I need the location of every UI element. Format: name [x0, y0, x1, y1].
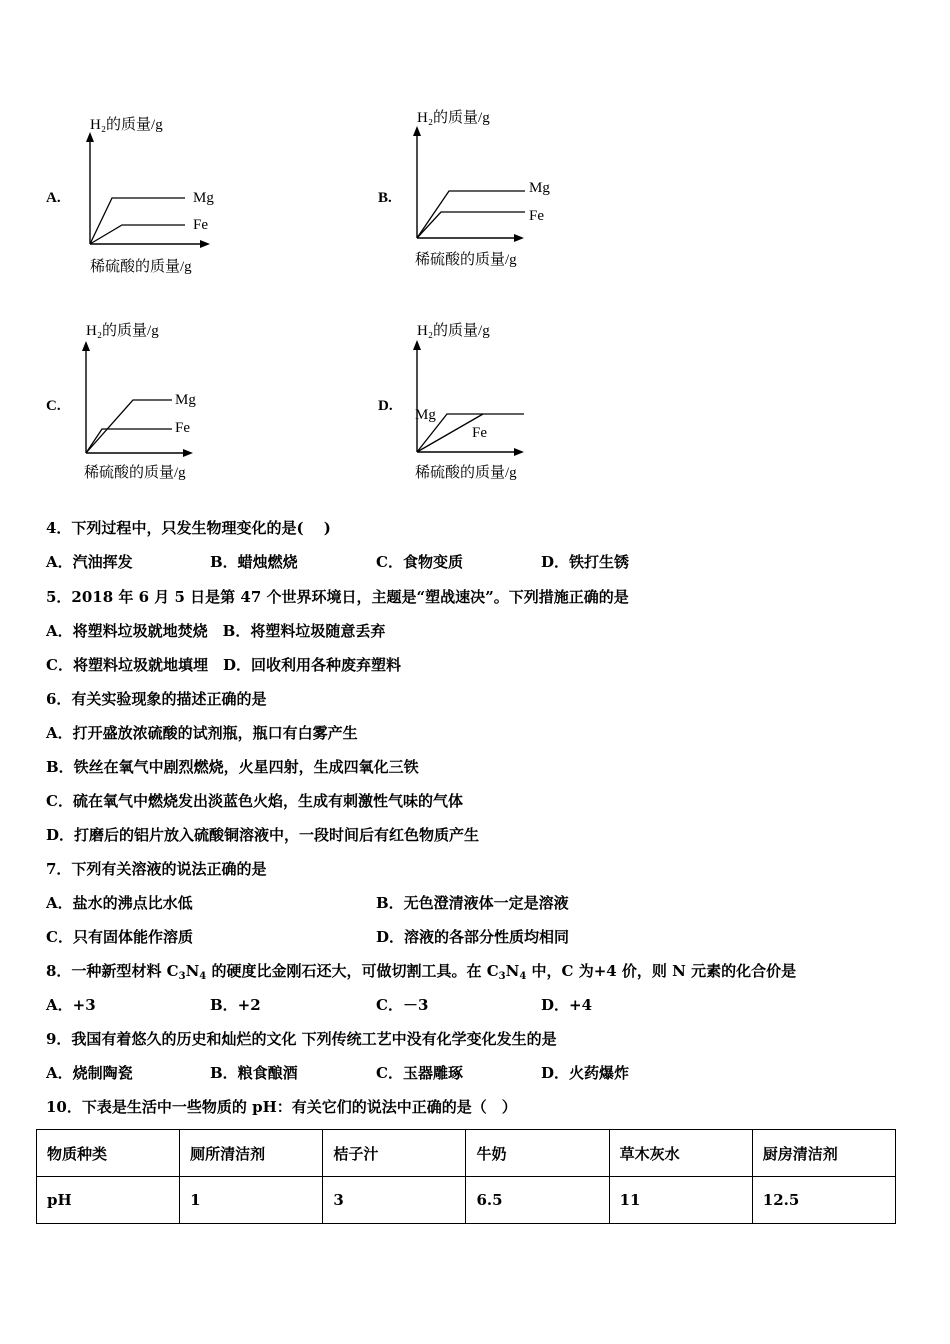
- q9-option-c: C．玉器雕琢: [376, 1064, 463, 1082]
- option-a-label: A.: [46, 190, 61, 206]
- fe-line: [86, 429, 172, 453]
- q8-option-d: D．+4: [541, 996, 593, 1014]
- table-cell: 12.5: [752, 1177, 895, 1224]
- y-axis-arrow: [86, 132, 94, 142]
- q5-options-ab: A．将塑料垃圾就地焚烧 B．将塑料垃圾随意丢弃: [46, 622, 386, 640]
- fe-label: Fe: [529, 208, 544, 224]
- q7-option-d: D．溶液的各部分性质均相同: [376, 928, 570, 946]
- table-cell: 牛奶: [466, 1130, 609, 1177]
- graph-a: [80, 110, 230, 284]
- y-axis-label: H₂的质量/g: [86, 323, 159, 339]
- q9-stem: 9．我国有着悠久的历史和灿烂的文化 下列传统工艺中没有化学变化发生的是: [46, 1030, 557, 1048]
- q5-stem: 5．2018 年 6 月 5 日是第 47 个世界环境日，主题是“塑战速决”。下列措施正确的是: [46, 588, 629, 606]
- q7-option-c: C．只有固体能作溶质: [46, 928, 193, 946]
- table-cell: 物质种类: [37, 1130, 180, 1177]
- fe-line: [417, 212, 525, 238]
- option-b-label: B.: [378, 190, 392, 206]
- q6-option-c: C．硫在氧气中燃烧发出淡蓝色火焰，生成有刺激性气味的气体: [46, 792, 463, 810]
- q8-stem: 8．一种新型材料 $C_3N_4$ 的硬度比金刚石还大，可做切割工具。在 $C_3N_4$ 中，C 为+4 价，则 N 元素的化合价是: [46, 962, 797, 982]
- y-axis-arrow: [413, 126, 421, 136]
- table-cell: 桔子汁: [323, 1130, 466, 1177]
- x-axis-label: 稀硫酸的质量/g: [415, 252, 517, 268]
- q6-option-a: A．打开盛放浓硫酸的试剂瓶，瓶口有白雾产生: [46, 724, 358, 742]
- graph-b: [407, 103, 557, 277]
- q4-stem: 4．下列过程中，只发生物理变化的是( ): [46, 519, 331, 537]
- q8-option-b: B．+2: [210, 996, 261, 1014]
- option-d-label: D.: [378, 398, 393, 414]
- table-cell: 6.5: [466, 1177, 609, 1224]
- x-axis-arrow: [200, 240, 210, 248]
- mg-line: [90, 198, 185, 244]
- x-axis-label: 稀硫酸的质量/g: [84, 465, 186, 481]
- mg-label: Mg: [175, 392, 196, 408]
- q6-option-d: D．打磨后的铝片放入硫酸铜溶液中，一段时间后有红色物质产生: [46, 826, 480, 844]
- mg-label: Mg: [415, 407, 436, 423]
- x-axis-arrow: [514, 448, 524, 456]
- y-axis-arrow: [413, 340, 421, 350]
- q8-option-a: A．+3: [46, 996, 96, 1014]
- q8-option-c: C．－3: [376, 996, 429, 1014]
- table-cell: 3: [323, 1177, 466, 1224]
- fe-label: Fe: [472, 425, 487, 441]
- table-cell: pH: [37, 1177, 180, 1224]
- fe-label: Fe: [175, 420, 190, 436]
- q6-option-b: B．铁丝在氧气中剧烈燃烧，火星四射，生成四氧化三铁: [46, 758, 419, 776]
- x-axis-arrow: [183, 449, 193, 457]
- q9-option-a: A．烧制陶瓷: [46, 1064, 133, 1082]
- mg-label: Mg: [193, 190, 214, 206]
- y-axis-label: H₂的质量/g: [417, 323, 490, 339]
- q4-option-b: B．蜡烛燃烧: [210, 553, 298, 571]
- x-axis-label: 稀硫酸的质量/g: [90, 259, 192, 275]
- fe-label: Fe: [193, 217, 208, 233]
- table-cell: 1: [180, 1177, 323, 1224]
- q4-option-d: D．铁打生锈: [541, 553, 630, 571]
- q6-stem: 6．有关实验现象的描述正确的是: [46, 690, 267, 708]
- mg-label: Mg: [529, 180, 550, 196]
- table-row: [37, 1177, 896, 1224]
- table-cell: 草木灰水: [609, 1130, 752, 1177]
- x-axis-arrow: [514, 234, 524, 242]
- q10-stem: 10．下表是生活中一些物质的 pH：有关它们的说法中正确的是（ ）: [46, 1098, 517, 1116]
- y-axis-arrow: [82, 341, 90, 351]
- x-axis-label: 稀硫酸的质量/g: [415, 465, 517, 481]
- table-cell: 厨房清洁剂: [752, 1130, 895, 1177]
- option-c-label: C.: [46, 398, 61, 414]
- q5-options-cd: C．将塑料垃圾就地填埋 D．回收利用各种废弃塑料: [46, 656, 401, 674]
- table-header-row: [37, 1130, 896, 1177]
- mg-line: [86, 400, 172, 453]
- q9-option-b: B．粮食酿酒: [210, 1064, 298, 1082]
- q9-option-d: D．火药爆炸: [541, 1064, 630, 1082]
- fe-line: [90, 225, 185, 244]
- y-axis-label: H₂的质量/g: [90, 117, 163, 133]
- y-axis-label: H₂的质量/g: [417, 110, 490, 126]
- graph-d: [407, 316, 557, 490]
- table-cell: 厕所清洁剂: [180, 1130, 323, 1177]
- table-cell: 11: [609, 1177, 752, 1224]
- mg-line: [417, 191, 525, 238]
- q7-option-a: A．盐水的沸点比水低: [46, 894, 193, 912]
- q4-option-a: A．汽油挥发: [46, 553, 133, 571]
- q4-option-c: C．食物变质: [376, 553, 463, 571]
- q7-option-b: B．无色澄清液体一定是溶液: [376, 894, 569, 912]
- graph-c: [76, 316, 226, 490]
- q7-stem: 7．下列有关溶液的说法正确的是: [46, 860, 267, 878]
- ph-table: [36, 1129, 896, 1224]
